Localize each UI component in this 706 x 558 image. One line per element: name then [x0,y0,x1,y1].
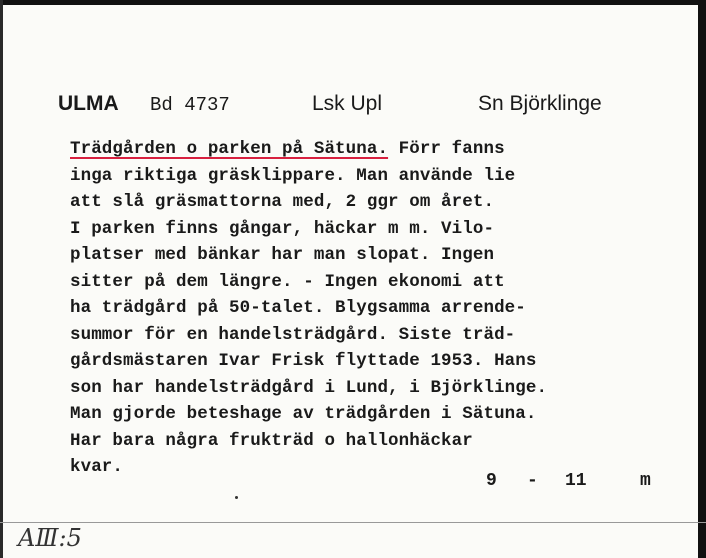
page-unit: m [640,471,651,491]
text-line-3: att slå gräsmattorna med, 2 ggr om året. [70,192,495,212]
card-body-text [70,136,700,481]
text-line-13: kvar. [70,457,124,477]
card-left-edge [0,0,3,558]
text-line-2: inga riktiga gräsklippare. Man använde lie [70,165,516,186]
text-line-4: I parken finns gångar, häckar m m. Vilo- [70,218,495,239]
text-line-6: sitter på dem längre. - Ingen ekonomi att [70,271,505,292]
card-bottom-line [0,522,706,523]
text-line-11: Man gjorde beteshage av trädgården i Sätuna. [70,404,537,424]
archive-code: ULMA [58,92,119,115]
card-title-underlined: Trädgården o parken på Sätuna. [70,139,389,159]
volume-number: Bd 4737 [150,94,230,116]
text-line-7: ha trädgård på 50-talet. Blygsamma arrende- [70,298,526,318]
text-line-1 [70,136,700,163]
page-dash: - [527,471,538,491]
handwritten-shelfmark: AⅢ:5 [18,524,82,552]
province-code: Lsk Upl [312,92,383,115]
text-line-8: summor för en handelsträdgård. Siste träd- [70,324,516,345]
text-line-12: Har bara några frukträd o hallonhäckar [70,430,473,451]
card-top-edge [0,0,706,5]
page-end: 11 [565,471,587,491]
text-line-1-rest: Förr fanns [388,139,505,159]
text-line-5: platser med bänkar har man slopat. Ingen [70,245,495,265]
parish-name: Sn Björklinge [478,92,602,115]
text-line-9: gårdsmästaren Ivar Frisk flyttade 1953. Hans [70,351,537,371]
ink-dot [235,496,238,499]
text-line-10: son har handelsträdgård i Lund, i Björklinge. [70,377,548,398]
page-start: 9 [486,471,497,491]
